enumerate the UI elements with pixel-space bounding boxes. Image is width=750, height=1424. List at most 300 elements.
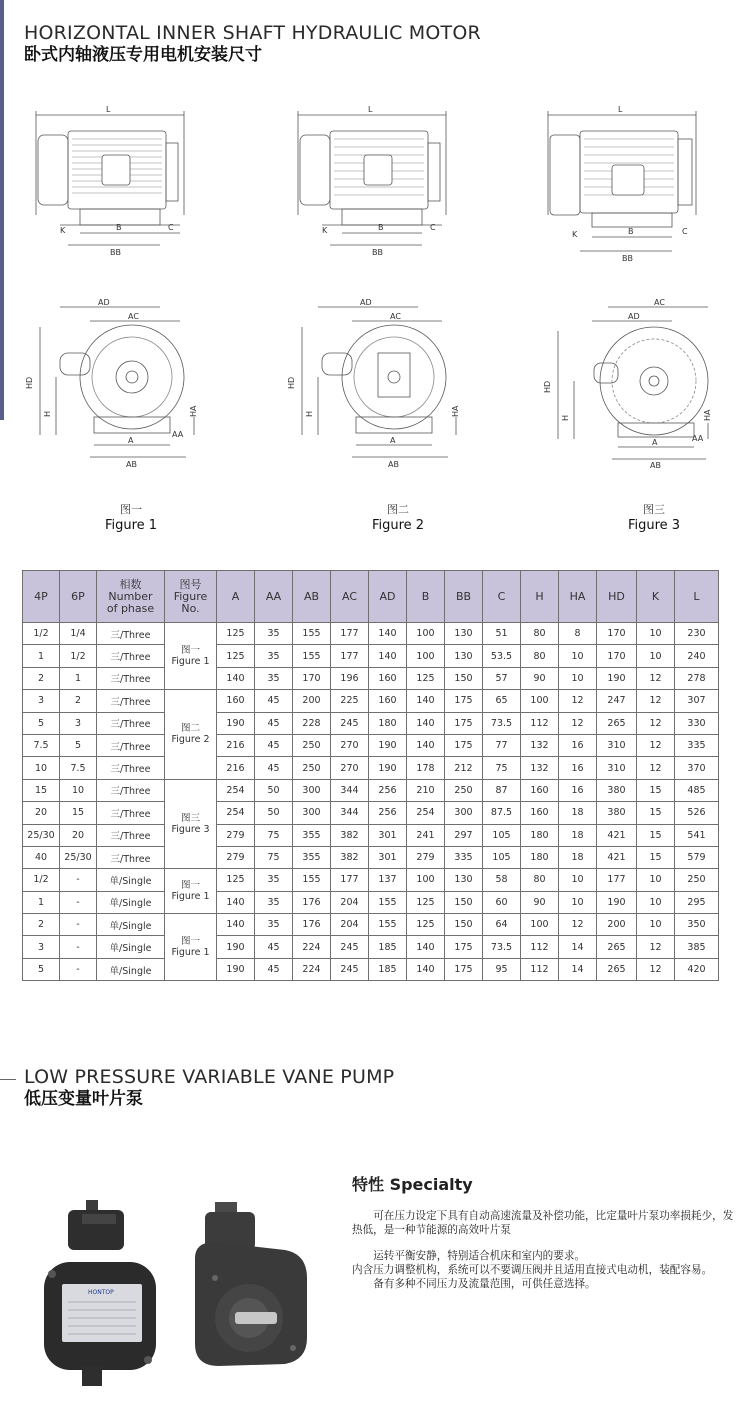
svg-text:K: K bbox=[322, 226, 328, 235]
table-cell: 三/Three bbox=[97, 757, 165, 779]
svg-text:H: H bbox=[43, 410, 52, 417]
fig2-end-view bbox=[287, 298, 460, 469]
svg-text:BB: BB bbox=[622, 254, 633, 263]
table-cell: 212 bbox=[445, 757, 483, 779]
figure-ref-cell: 图一 Figure 1 bbox=[165, 869, 217, 914]
svg-text:C: C bbox=[682, 227, 688, 236]
table-header-cell: H bbox=[521, 571, 559, 623]
table-cell: 58 bbox=[483, 869, 521, 891]
table-cell: 105 bbox=[483, 846, 521, 868]
section-rule bbox=[0, 1079, 16, 1080]
table-cell: 三/Three bbox=[97, 712, 165, 734]
table-cell: 73.5 bbox=[483, 936, 521, 958]
table-cell: 254 bbox=[217, 779, 255, 801]
svg-text:AB: AB bbox=[650, 461, 661, 470]
table-cell: 526 bbox=[675, 802, 719, 824]
table-cell: 485 bbox=[675, 779, 719, 801]
section-title-motor bbox=[24, 22, 481, 66]
table-cell: 579 bbox=[675, 846, 719, 868]
table-cell: 10 bbox=[637, 891, 675, 913]
svg-text:K: K bbox=[572, 230, 578, 239]
table-cell: 254 bbox=[217, 802, 255, 824]
table-cell: 382 bbox=[331, 846, 369, 868]
table-cell: 170 bbox=[597, 623, 637, 645]
table-cell: 三/Three bbox=[97, 667, 165, 689]
table-cell: 53.5 bbox=[483, 645, 521, 667]
table-cell: 35 bbox=[255, 869, 293, 891]
table-cell: 245 bbox=[331, 936, 369, 958]
table-cell: 297 bbox=[445, 824, 483, 846]
table-cell: 57 bbox=[483, 667, 521, 689]
table-cell: 240 bbox=[675, 645, 719, 667]
table-cell: 3 bbox=[60, 712, 97, 734]
table-cell: 35 bbox=[255, 914, 293, 936]
table-cell: 175 bbox=[445, 936, 483, 958]
table-cell: 45 bbox=[255, 690, 293, 712]
table-cell: 40 bbox=[23, 846, 60, 868]
table-cell: 190 bbox=[597, 667, 637, 689]
table-cell: 310 bbox=[597, 734, 637, 756]
figure-caption-1: 图一 Figure 1 bbox=[104, 503, 158, 533]
table-cell: 150 bbox=[445, 914, 483, 936]
table-cell: 7.5 bbox=[60, 757, 97, 779]
table-row bbox=[23, 869, 719, 891]
table-row bbox=[23, 712, 719, 734]
table-cell: 160 bbox=[217, 690, 255, 712]
vane-pump-photo-front bbox=[38, 1200, 168, 1394]
table-cell: 35 bbox=[255, 891, 293, 913]
table-cell: 279 bbox=[217, 824, 255, 846]
svg-text:A: A bbox=[652, 438, 658, 447]
table-cell: 10 bbox=[637, 623, 675, 645]
fig3-side-view bbox=[548, 105, 696, 263]
svg-text:H: H bbox=[305, 410, 314, 417]
table-cell: 10 bbox=[637, 869, 675, 891]
table-cell: 1 bbox=[60, 667, 97, 689]
table-cell: 75 bbox=[255, 824, 293, 846]
table-cell: 12 bbox=[637, 757, 675, 779]
table-cell: 160 bbox=[521, 779, 559, 801]
table-cell: 155 bbox=[293, 623, 331, 645]
table-header-cell: HD bbox=[597, 571, 637, 623]
table-cell: 247 bbox=[597, 690, 637, 712]
table-row bbox=[23, 914, 719, 936]
table-cell: 16 bbox=[559, 757, 597, 779]
table-cell: 77 bbox=[483, 734, 521, 756]
table-header-cell: AD bbox=[369, 571, 407, 623]
table-cell: 150 bbox=[445, 667, 483, 689]
table-cell: 35 bbox=[255, 645, 293, 667]
table-header-cell: 相数 Number of phase bbox=[97, 571, 165, 623]
figure-ref-cell: 图二 Figure 2 bbox=[165, 690, 217, 780]
table-cell: 200 bbox=[597, 914, 637, 936]
table-cell: 10 bbox=[60, 779, 97, 801]
table-cell: 155 bbox=[369, 914, 407, 936]
table-cell: 1 bbox=[23, 891, 60, 913]
table-cell: 130 bbox=[445, 645, 483, 667]
table-cell: - bbox=[60, 914, 97, 936]
table-header-cell: L bbox=[675, 571, 719, 623]
table-cell: 12 bbox=[637, 667, 675, 689]
specialty-section bbox=[352, 1172, 742, 1291]
table-cell: 335 bbox=[675, 734, 719, 756]
motor-dimension-table bbox=[22, 570, 719, 981]
table-cell: 100 bbox=[521, 690, 559, 712]
svg-text:B: B bbox=[378, 223, 384, 232]
table-cell: 2 bbox=[23, 667, 60, 689]
table-cell: - bbox=[60, 936, 97, 958]
table-cell: 265 bbox=[597, 936, 637, 958]
table-cell: 20 bbox=[23, 802, 60, 824]
table-cell: 12 bbox=[637, 936, 675, 958]
table-cell: 210 bbox=[407, 779, 445, 801]
table-cell: 176 bbox=[293, 914, 331, 936]
table-cell: 3 bbox=[23, 936, 60, 958]
table-cell: 三/Three bbox=[97, 824, 165, 846]
table-cell: 1/4 bbox=[60, 623, 97, 645]
table-cell: 310 bbox=[597, 757, 637, 779]
table-row bbox=[23, 690, 719, 712]
table-cell: 216 bbox=[217, 734, 255, 756]
table-cell: 204 bbox=[331, 914, 369, 936]
table-cell: 170 bbox=[293, 667, 331, 689]
table-cell: 177 bbox=[331, 623, 369, 645]
table-cell: 380 bbox=[597, 802, 637, 824]
table-cell: 45 bbox=[255, 757, 293, 779]
fig2-side-view bbox=[298, 105, 446, 257]
table-cell: 160 bbox=[521, 802, 559, 824]
title-cn: 卧式内轴液压专用电机安装尺寸 bbox=[24, 45, 262, 65]
table-cell: 185 bbox=[369, 936, 407, 958]
table-cell: 35 bbox=[255, 667, 293, 689]
table-cell: 130 bbox=[445, 869, 483, 891]
table-cell: 45 bbox=[255, 936, 293, 958]
table-cell: 307 bbox=[675, 690, 719, 712]
table-cell: 176 bbox=[293, 891, 331, 913]
table-cell: 140 bbox=[217, 667, 255, 689]
table-cell: 15 bbox=[637, 802, 675, 824]
fig1-end-view bbox=[25, 298, 198, 469]
svg-text:BB: BB bbox=[372, 248, 383, 257]
table-cell: 三/Three bbox=[97, 734, 165, 756]
svg-text:H: H bbox=[561, 414, 570, 421]
specialty-line-2: 运转平衡安静，特别适合机床和室内的要求。 bbox=[373, 1250, 586, 1262]
table-cell: 90 bbox=[521, 891, 559, 913]
figure-caption-3: 图三 Figure 3 bbox=[627, 503, 681, 533]
nameplate-brand: HONTOP bbox=[88, 1289, 114, 1296]
table-cell: 140 bbox=[407, 734, 445, 756]
svg-text:HD: HD bbox=[543, 380, 552, 393]
table-cell: 16 bbox=[559, 779, 597, 801]
svg-text:AA: AA bbox=[172, 430, 184, 439]
table-cell: 175 bbox=[445, 712, 483, 734]
table-cell: 100 bbox=[407, 869, 445, 891]
table-cell: 25/30 bbox=[23, 824, 60, 846]
table-cell: 344 bbox=[331, 802, 369, 824]
table-cell: 105 bbox=[483, 824, 521, 846]
table-row bbox=[23, 779, 719, 801]
table-row bbox=[23, 645, 719, 667]
svg-text:AD: AD bbox=[98, 298, 110, 307]
table-cell: 190 bbox=[369, 734, 407, 756]
svg-text:AB: AB bbox=[388, 460, 399, 469]
table-row bbox=[23, 936, 719, 958]
table-cell: 420 bbox=[675, 958, 719, 980]
table-row bbox=[23, 734, 719, 756]
table-row bbox=[23, 824, 719, 846]
table-cell: 155 bbox=[369, 891, 407, 913]
table-cell: 190 bbox=[217, 958, 255, 980]
table-cell: 140 bbox=[407, 712, 445, 734]
table-cell: 15 bbox=[60, 802, 97, 824]
table-cell: 245 bbox=[331, 712, 369, 734]
table-cell: 140 bbox=[369, 623, 407, 645]
table-cell: 12 bbox=[559, 690, 597, 712]
svg-text:AC: AC bbox=[128, 312, 139, 321]
table-cell: 130 bbox=[445, 623, 483, 645]
table-row bbox=[23, 958, 719, 980]
figure-caption-2: 图二 Figure 2 bbox=[371, 503, 425, 533]
table-cell: 10 bbox=[559, 645, 597, 667]
table-cell: 190 bbox=[369, 757, 407, 779]
table-cell: 112 bbox=[521, 936, 559, 958]
table-cell: 100 bbox=[521, 914, 559, 936]
table-cell: 10 bbox=[637, 914, 675, 936]
table-cell: 51 bbox=[483, 623, 521, 645]
table-header-cell: K bbox=[637, 571, 675, 623]
table-cell: 12 bbox=[637, 712, 675, 734]
specialty-line-1: 可在压力设定下具有自动高速流量及补偿功能，比定量叶片泵功率损耗少，发热低，是一种节能源的高效叶片泵 bbox=[352, 1210, 734, 1236]
svg-text:AA: AA bbox=[692, 434, 704, 443]
svg-text:A: A bbox=[390, 436, 396, 445]
table-cell: 16 bbox=[559, 734, 597, 756]
table-cell: - bbox=[60, 891, 97, 913]
table-cell: 100 bbox=[407, 645, 445, 667]
table-cell: 12 bbox=[559, 712, 597, 734]
table-cell: 14 bbox=[559, 936, 597, 958]
table-cell: 10 bbox=[559, 891, 597, 913]
table-cell: 300 bbox=[445, 802, 483, 824]
table-cell: 279 bbox=[217, 846, 255, 868]
table-cell: 90 bbox=[521, 667, 559, 689]
table-cell: 5 bbox=[60, 734, 97, 756]
table-cell: 250 bbox=[675, 869, 719, 891]
table-header-cell: AA bbox=[255, 571, 293, 623]
table-cell: 541 bbox=[675, 824, 719, 846]
table-cell: 125 bbox=[217, 623, 255, 645]
table-cell: 300 bbox=[293, 779, 331, 801]
table-header-cell: BB bbox=[445, 571, 483, 623]
table-cell: 177 bbox=[331, 645, 369, 667]
table-cell: 177 bbox=[331, 869, 369, 891]
specialty-line-3: 内含压力调整机构，系统可以不要调压阀并且适用直接式电动机，装配容易。 bbox=[352, 1264, 713, 1276]
table-cell: 87 bbox=[483, 779, 521, 801]
table-cell: 10 bbox=[637, 645, 675, 667]
table-cell: 2 bbox=[60, 690, 97, 712]
table-row bbox=[23, 667, 719, 689]
table-cell: 125 bbox=[407, 891, 445, 913]
table-cell: 单/Single bbox=[97, 936, 165, 958]
table-cell: 180 bbox=[369, 712, 407, 734]
table-cell: 87.5 bbox=[483, 802, 521, 824]
table-cell: 125 bbox=[407, 667, 445, 689]
table-cell: 254 bbox=[407, 802, 445, 824]
table-cell: 65 bbox=[483, 690, 521, 712]
table-cell: 132 bbox=[521, 757, 559, 779]
table-cell: 335 bbox=[445, 846, 483, 868]
fig1-side-view bbox=[36, 105, 184, 257]
table-cell: 12 bbox=[637, 690, 675, 712]
table-cell: 三/Three bbox=[97, 623, 165, 645]
table-cell: 三/Three bbox=[97, 690, 165, 712]
table-cell: 177 bbox=[597, 869, 637, 891]
table-cell: 35 bbox=[255, 623, 293, 645]
table-cell: 185 bbox=[369, 958, 407, 980]
table-cell: 180 bbox=[521, 846, 559, 868]
table-cell: 160 bbox=[369, 690, 407, 712]
table-cell: 160 bbox=[369, 667, 407, 689]
table-cell: 60 bbox=[483, 891, 521, 913]
table-cell: 50 bbox=[255, 779, 293, 801]
label-K: K bbox=[60, 226, 66, 235]
table-cell: 382 bbox=[331, 824, 369, 846]
table-cell: 140 bbox=[217, 914, 255, 936]
table-cell: 10 bbox=[23, 757, 60, 779]
table-cell: 190 bbox=[217, 936, 255, 958]
table-cell: 15 bbox=[637, 846, 675, 868]
table-cell: 45 bbox=[255, 958, 293, 980]
table-cell: 295 bbox=[675, 891, 719, 913]
table-cell: 250 bbox=[445, 779, 483, 801]
table-cell: 80 bbox=[521, 869, 559, 891]
vane-pump-photo-angled bbox=[175, 1198, 325, 1382]
table-cell: 230 bbox=[675, 623, 719, 645]
table-cell: 385 bbox=[675, 936, 719, 958]
table-row bbox=[23, 757, 719, 779]
table-cell: 301 bbox=[369, 846, 407, 868]
table-cell: 200 bbox=[293, 690, 331, 712]
table-cell: 50 bbox=[255, 802, 293, 824]
table-cell: 175 bbox=[445, 958, 483, 980]
table-cell: 279 bbox=[407, 846, 445, 868]
table-cell: 216 bbox=[217, 757, 255, 779]
table-cell: 1/2 bbox=[23, 869, 60, 891]
table-cell: 140 bbox=[369, 645, 407, 667]
specialty-heading: 特性 Specialty bbox=[352, 1175, 473, 1194]
table-header-cell: C bbox=[483, 571, 521, 623]
table-cell: 140 bbox=[407, 690, 445, 712]
svg-text:AB: AB bbox=[126, 460, 137, 469]
table-cell: 单/Single bbox=[97, 958, 165, 980]
svg-text:AC: AC bbox=[390, 312, 401, 321]
table-cell: 80 bbox=[521, 623, 559, 645]
table-cell: 350 bbox=[675, 914, 719, 936]
table-cell: 245 bbox=[331, 958, 369, 980]
table-cell: 196 bbox=[331, 667, 369, 689]
table-cell: 18 bbox=[559, 802, 597, 824]
table-header-row bbox=[23, 571, 719, 623]
table-cell: 421 bbox=[597, 824, 637, 846]
table-cell: 250 bbox=[293, 734, 331, 756]
figure-ref-cell: 图一 Figure 1 bbox=[165, 914, 217, 981]
table-cell: 256 bbox=[369, 779, 407, 801]
title-cn: 低压变量叶片泵 bbox=[24, 1089, 143, 1109]
label-BB: BB bbox=[110, 248, 121, 257]
table-cell: 64 bbox=[483, 914, 521, 936]
svg-text:C: C bbox=[430, 223, 436, 232]
table-header-cell: B bbox=[407, 571, 445, 623]
left-accent-bar bbox=[0, 0, 4, 420]
table-cell: 344 bbox=[331, 779, 369, 801]
table-cell: 190 bbox=[597, 891, 637, 913]
table-cell: 45 bbox=[255, 712, 293, 734]
table-cell: 300 bbox=[293, 802, 331, 824]
svg-text:B: B bbox=[628, 227, 634, 236]
table-cell: 155 bbox=[293, 645, 331, 667]
table-cell: 137 bbox=[369, 869, 407, 891]
table-cell: - bbox=[60, 869, 97, 891]
table-row bbox=[23, 623, 719, 645]
table-cell: 7.5 bbox=[23, 734, 60, 756]
table-cell: 三/Three bbox=[97, 846, 165, 868]
table-cell: 15 bbox=[637, 824, 675, 846]
table-cell: 204 bbox=[331, 891, 369, 913]
table-cell: 73.5 bbox=[483, 712, 521, 734]
table-cell: 20 bbox=[60, 824, 97, 846]
table-cell: 140 bbox=[407, 936, 445, 958]
table-cell: 75 bbox=[255, 846, 293, 868]
table-row bbox=[23, 891, 719, 913]
table-cell: 370 bbox=[675, 757, 719, 779]
svg-text:HA: HA bbox=[189, 405, 198, 417]
table-cell: 2 bbox=[23, 914, 60, 936]
svg-text:HA: HA bbox=[703, 409, 712, 421]
table-cell: 270 bbox=[331, 734, 369, 756]
table-cell: 80 bbox=[521, 645, 559, 667]
table-cell: 270 bbox=[331, 757, 369, 779]
table-cell: 95 bbox=[483, 958, 521, 980]
table-cell: 112 bbox=[521, 712, 559, 734]
figure-ref-cell: 图三 Figure 3 bbox=[165, 779, 217, 869]
table-cell: 178 bbox=[407, 757, 445, 779]
table-cell: 单/Single bbox=[97, 869, 165, 891]
table-cell: 155 bbox=[293, 869, 331, 891]
table-header-cell: AC bbox=[331, 571, 369, 623]
table-body bbox=[23, 623, 719, 981]
figure-ref-cell: 图一 Figure 1 bbox=[165, 623, 217, 690]
table-cell: 5 bbox=[23, 712, 60, 734]
table-cell: 380 bbox=[597, 779, 637, 801]
table-cell: 355 bbox=[293, 846, 331, 868]
table-cell: 12 bbox=[637, 734, 675, 756]
fig3-end-view bbox=[543, 298, 712, 470]
table-cell: 125 bbox=[407, 914, 445, 936]
table-cell: 18 bbox=[559, 846, 597, 868]
specialty-line-4: 备有多种不同压力及流量范围，可供任意选择。 bbox=[373, 1278, 596, 1290]
table-cell: 45 bbox=[255, 734, 293, 756]
table-cell: 256 bbox=[369, 802, 407, 824]
svg-text:A: A bbox=[128, 436, 134, 445]
table-header-cell: 6P bbox=[60, 571, 97, 623]
table-cell: 三/Three bbox=[97, 645, 165, 667]
svg-text:AD: AD bbox=[628, 312, 640, 321]
table-cell: 18 bbox=[559, 824, 597, 846]
table-cell: 单/Single bbox=[97, 914, 165, 936]
svg-text:AC: AC bbox=[654, 298, 665, 307]
title-en: HORIZONTAL INNER SHAFT HYDRAULIC MOTOR bbox=[24, 22, 481, 44]
table-row bbox=[23, 846, 719, 868]
svg-text:L: L bbox=[618, 105, 623, 114]
